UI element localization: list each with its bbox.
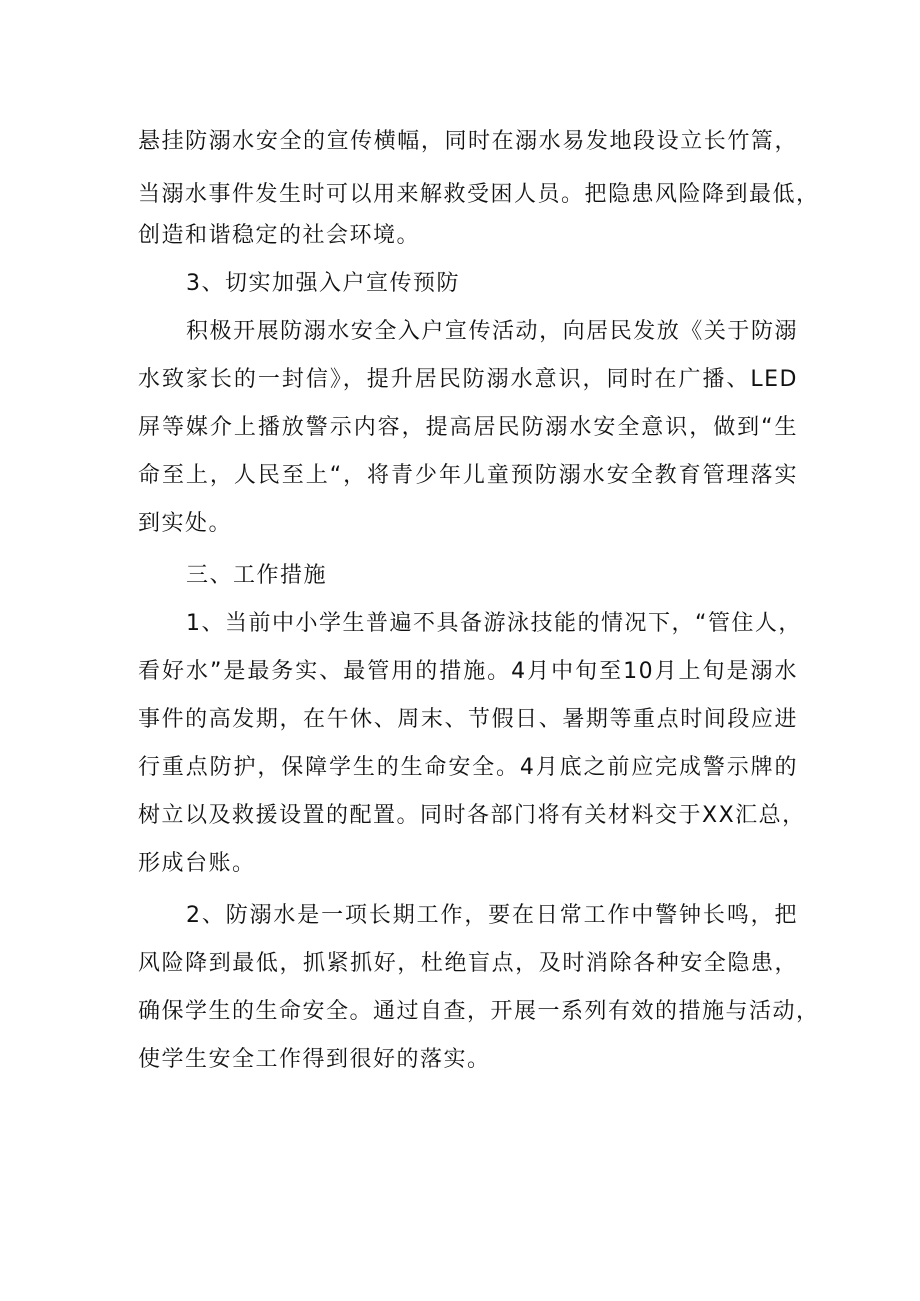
text-line-6: 水致家长的一封信》，提升居民防溺水意识，同时在广播、LED [138,367,798,392]
section-heading-3: 3、切实加强入户宣传预防 [186,271,460,296]
text-line-8: 命至上，人民至上“，将青少年儿童预防溺水安全教育管理落实 [138,463,798,488]
section-heading-work-measures: 三、工作措施 [186,563,328,588]
text-line-18: 风险降到最低，抓紧抓好，杜绝盲点，及时消除各种安全隐患， [138,951,798,976]
text-line-5: 积极开展防溺水安全入户宣传活动，向居民发放《关于防溺 [186,319,798,344]
text-line-14: 行重点防护，保障学生的生命安全。4月底之前应完成警示牌的 [138,755,798,780]
text-line-20: 使学生安全工作得到很好的落实。 [138,1047,491,1072]
text-line-19: 确保学生的生命安全。通过自查，开展一系列有效的措施与活动， [138,999,820,1024]
text-line-1: 悬挂防溺水安全的宣传横幅，同时在溺水易发地段设立长竹篙， [138,129,798,154]
text-line-15: 树立以及救援设置的配置。同时各部门将有关材料交于XX汇总， [138,803,806,828]
text-line-9: 到实处。 [138,511,233,536]
text-line-12: 看好水”是最务实、最管用的措施。4月中旬至10月上旬是溺水 [138,659,798,684]
text-line-7: 屏等媒介上播放警示内容，提高居民防溺水安全意识，做到“生 [138,415,798,440]
text-line-2: 当溺水事件发生时可以用来解救受困人员。把隐患风险降到最低， [138,182,820,207]
text-line-17: 2、防溺水是一项长期工作，要在日常工作中警钟长鸣，把 [186,903,798,928]
text-line-16: 形成台账。 [138,851,256,876]
text-line-3: 创造和谐稳定的社会环境。 [138,223,421,248]
text-line-11: 1、当前中小学生普遍不具备游泳技能的情况下，“管住人， [186,611,802,636]
text-line-13: 事件的高发期，在午休、周末、节假日、暑期等重点时间段应进 [138,707,798,732]
